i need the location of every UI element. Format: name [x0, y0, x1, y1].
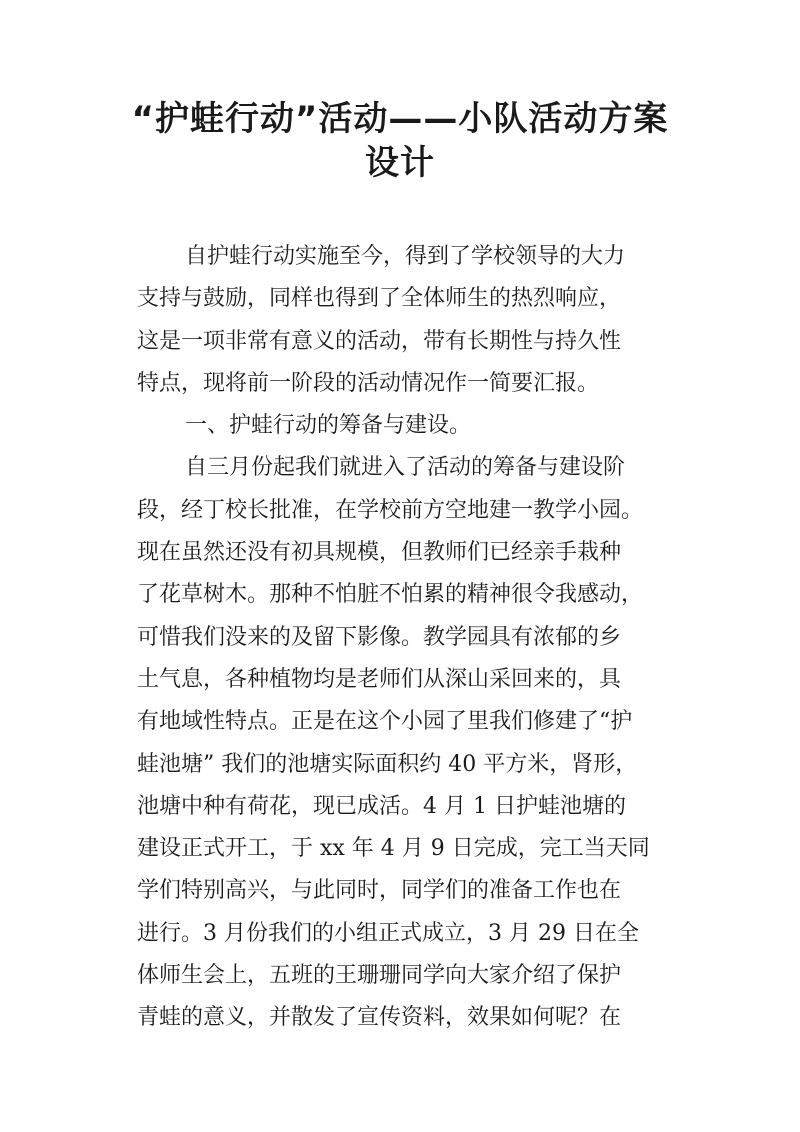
- section-heading: 一、护蛙行动的筹备与建设。: [185, 413, 472, 439]
- body-line: 学们特别高兴，与此同时，同学们的准备工作也在: [137, 878, 622, 904]
- body-line: 建设正式开工，于 xx 年 4 月 9 日完成，完工当天同: [137, 836, 650, 862]
- body-line: 特点，现将前一阶段的活动情况作一简要汇报。: [137, 370, 600, 396]
- body-line: 自护蛙行动实施至今，得到了学校领导的大力: [185, 244, 626, 269]
- body-line: 段，经丁校长批准，在学校前方空地建一教学小园。: [137, 497, 644, 523]
- document-body: [137, 236, 677, 1040]
- body-line: 有地域性特点。正是在这个小园了里我们修建了“护: [137, 709, 633, 735]
- body-line: 青蛙的意义，并散发了宣传资料，效果如何呢？在: [137, 1005, 622, 1031]
- body-line: 支持与鼓励，同样也得到了全体师生的热烈响应，: [137, 286, 622, 312]
- body-line: 自三月份起我们就进入了活动的筹备与建设阶: [185, 455, 626, 481]
- body-line: 可惜我们没来的及留下影像。教学园具有浓郁的乡: [137, 624, 622, 650]
- document-title-line-2: 设计: [365, 143, 435, 183]
- body-line: 了花草树木。那种不怕脏不怕累的精神很令我感动，: [137, 582, 644, 608]
- body-line: 现在虽然还没有初具规模，但教师们已经亲手栽种: [137, 540, 622, 566]
- body-line: 这是一项非常有意义的活动，带有长期性与持久性: [137, 328, 622, 354]
- document-title-line-1: “护蛙行动”活动——小队活动方案: [131, 99, 669, 139]
- body-line: 蛙池塘” 我们的池塘实际面积约 40 平方米，肾形，: [137, 751, 638, 777]
- body-line: 体师生会上，五班的王珊珊同学向大家介绍了保护: [137, 963, 622, 989]
- body-line: 进行。3 月份我们的小组正式成立，3 月 29 日在全: [137, 920, 639, 946]
- body-line: 土气息，各种植物均是老师们从深山采回来的，具: [137, 666, 622, 692]
- body-line: 池塘中种有荷花，现已成活。4 月 1 日护蛙池塘的: [137, 793, 626, 819]
